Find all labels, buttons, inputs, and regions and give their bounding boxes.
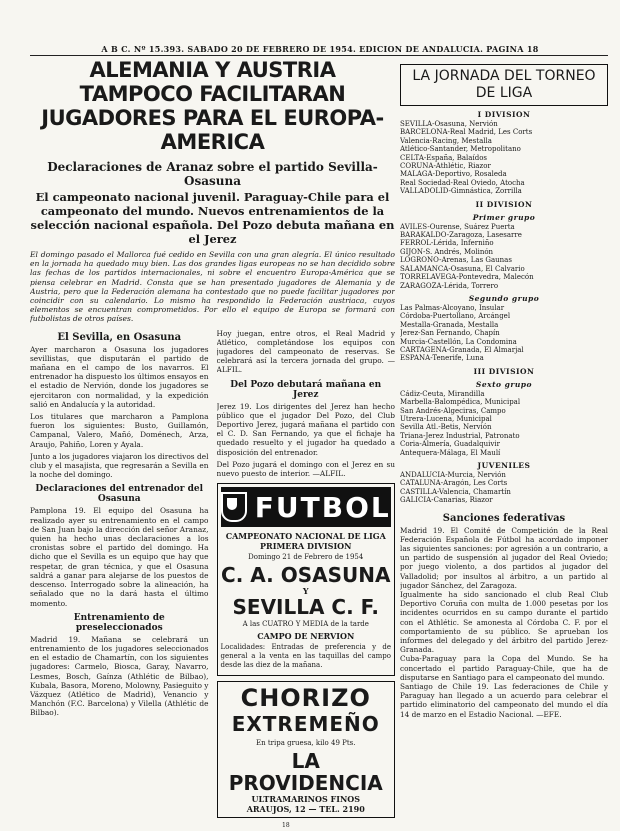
match-item: San Andrés-Algeciras, Campo	[400, 406, 506, 415]
juveniles-list	[400, 471, 608, 505]
match-item: Murcia-Castellón, La Condomina	[400, 337, 517, 346]
juveniles-title: JUVENILES	[477, 461, 531, 470]
left-column	[30, 329, 209, 824]
page-number: 18	[282, 822, 290, 829]
ad-note: Localidades: Entradas de preferencia y de general a la venta en las taquillas del campo desde las diez de la mañana.	[220, 643, 391, 670]
match-item: GALICIA-Canarias, Riazor	[400, 496, 493, 505]
match-item: LOGROÑO-Arenas, Las Gaunas	[400, 256, 512, 265]
match-item: ZARAGOZA-Lérida, Torrero	[400, 281, 499, 290]
article-columns	[30, 329, 395, 824]
section-title-del-pozo: Del Pozo debutará mañana en Jerez	[230, 379, 382, 400]
division-2-group-1-list	[400, 223, 608, 290]
paragraph: Los titulares que marcharon a Pamplona fueron los siguientes: Busto, Guillamón, Campanal, Valero, Mañó, Doménech, Arza, Araujo, Pahiño, Loren y Ayala.	[30, 412, 209, 449]
ad-versus: Y	[302, 586, 309, 597]
paragraph: Madrid 19. El Comité de Competición de la Real Federación Española de Fútbol ha acordado imponer las siguientes sanciones: por agresión a un contrario, a un partido de suspensión al jugador del Real Oviedo; por juego violento, a dos partidos al jugador del Valladolid; por insultos al árbitro, a un partido al jugador Sánchez, del Zaragoza.	[400, 525, 608, 590]
paragraph: Hoy juegan, entre otros, el Real Madrid y Atlético, completándose los equipos con jugadores del campeonato de reservas. Se celebrará así la tercera jornada del grupo. —ALFIL.	[216, 328, 395, 375]
chorizo-title: CHORIZO	[240, 684, 371, 713]
match-item: VALLADOLID-Gimnástica, Zorrilla	[400, 187, 522, 196]
jornada-title: LA JORNADA DEL TORNEO DE LIGA	[400, 64, 608, 106]
match-item: Utrera-Lucena, Municipal	[400, 414, 492, 423]
match-item: Córdoba-Puertollano, Arcángel	[400, 312, 511, 321]
division-2-title: II DIVISION	[475, 199, 533, 209]
chorizo-subtitle: EXTREMEÑO	[231, 712, 380, 737]
match-item: Las Palmas-Alcoyano, Insular	[400, 303, 505, 312]
headline: ALEMANIA Y AUSTRIA TAMPOCO FACILITARAN JUGADORES PARA EL EUROPA-AMERICA	[41, 58, 384, 154]
middle-column	[217, 329, 396, 824]
division-3-group: Sexto grupo	[475, 379, 533, 389]
match-item: CELTA-España, Balaídos	[400, 153, 487, 162]
futbol-logo-text: FUTBOL	[254, 490, 391, 524]
main-article-area	[30, 58, 395, 828]
division-2-group-1: Primer grupo	[472, 212, 536, 222]
subheadline-aranaz: Declaraciones de Aranaz sobre el partido Sevilla-Osasuna	[47, 160, 378, 188]
futbol-advertisement	[217, 483, 396, 676]
match-item: BARCELONA-Real Madrid, Les Corts	[400, 128, 533, 137]
paragraph: Madrid 19. Mañana se celebrará un entrenamiento de los jugadores seleccionados en el estadio de Chamartín, con los siguientes jugadores: Carmelo, Biosca, Garay, Navarro, Lesmes, Bosch, Gaínza (Athlétic de Bilbao), Kubala, Basora, Moreno, Molowny, Pasieguito y Vázquez (Atlético de Madrid), Venancio y Manchón (F.C. Barcelona) y Vilella (Athlétic de Bilbao).	[30, 634, 209, 718]
match-item: Valencia-Racing, Mestalla	[400, 136, 492, 145]
match-item: Sevilla Atl.-Betis, Nervión	[400, 423, 492, 432]
ad-venue: CAMPO DE NERVION	[257, 631, 355, 642]
chorizo-advertisement	[217, 681, 396, 818]
match-item: CARTAGENA-Granada, El Almarjal	[400, 345, 524, 354]
match-item: Atlético-Santander, Metropolitano	[400, 145, 521, 154]
futbol-logo-bar	[221, 487, 392, 527]
ad-team-away: SEVILLA C. F.	[232, 595, 379, 620]
division-1-list	[400, 120, 608, 196]
section-title-osasuna: Declaraciones del entrenador del Osasuna	[35, 484, 204, 505]
subheadline-summary: El campeonato nacional juvenil. Paraguay-Chile para el campeonato del mundo. Nuevos entrenamientos de la selección nacional española. Del Pozo debuta mañana en el Jerez	[30, 190, 395, 246]
ad-date: Domingo 21 de Febrero de 1954	[248, 553, 364, 562]
chorizo-price: En tripa gruesa, kilo 49 Pts.	[256, 739, 356, 748]
match-item: Mestalla-Granada, Mestalla	[400, 320, 499, 329]
match-item: SEVILLA-Osasuna, Nervión	[400, 120, 498, 128]
division-1-title: I DIVISION	[477, 110, 531, 119]
page-header: A B C. Nº 15.393. SABADO 20 DE FEBRERO DE 1954. EDICION DE ANDALUCIA. PAGINA 18	[101, 44, 539, 54]
club-crest-icon	[221, 492, 247, 522]
match-item: Triana-Jerez Industrial, Patronato	[400, 431, 520, 440]
division-2-group-2: Segundo grupo	[468, 293, 540, 303]
ad-time: A las CUATRO Y MEDIA de la tarde	[242, 620, 369, 629]
match-item: CORUÑA-Athlétic, Riazor	[400, 162, 491, 171]
match-item: Marbella-Balompédica, Municipal	[400, 398, 521, 407]
paragraph: Cuba-Paraguay para la Copa del Mundo. Se ha concertado el partido Paraguay-Chile, que ha de disputarse en Santiago para el campeonato del mundo.	[400, 654, 608, 682]
match-item: GIJON-S. Andrés, Molinón	[400, 247, 494, 256]
division-3-title: III DIVISION	[473, 366, 535, 376]
paragraph: Del Pozo jugará el domingo con el Jerez en su nuevo puesto de interior. —ALFIL.	[216, 459, 395, 479]
match-item: AVILES-Ourense, Suárez Puerta	[400, 222, 515, 231]
match-item: Jerez-San Fernando, Chapín	[400, 329, 500, 338]
match-item: ANDALUCIA-Murcia, Nervión	[400, 471, 506, 479]
shop-address: ARAUJOS, 12 — TEL. 2190	[246, 804, 365, 815]
section-title-sevilla: El Sevilla, en Osasuna	[57, 331, 182, 343]
shop-name: LA PROVIDENCIA	[228, 749, 383, 796]
match-item: CASTILLA-Valencia, Chamartín	[400, 487, 511, 496]
ad-league: CAMPEONATO NACIONAL DE LIGA	[225, 531, 386, 542]
match-item: Antequera-Málaga, El Maulí	[400, 448, 501, 457]
match-item: Real Sociedad-Real Oviedo, Atocha	[400, 178, 525, 187]
header-rule	[30, 55, 608, 56]
division-3-list	[400, 390, 608, 457]
match-item: BARAKALDO-Zaragoza, Lasesarre	[400, 231, 522, 240]
match-item: MALAGA-Deportivo, Rosaleda	[400, 170, 507, 179]
match-item: Cádiz-Ceuta, Mirandilla	[400, 389, 485, 398]
match-item: Coria-Almería, Guadalquivir	[400, 440, 500, 449]
right-column	[400, 64, 608, 824]
match-item: SALAMANCA-Osasuna, El Calvario	[400, 264, 525, 273]
section-title-preseleccionados: Entrenamiento de preseleccionados	[73, 612, 165, 633]
match-item: TORRELAVEGA-Pontevedra, Malecón	[400, 273, 534, 282]
match-item: FERROL-Lérida, Inferniño	[400, 239, 494, 248]
paragraph: Ayer marcharon a Osasuna los jugadores sevillistas, que disputarán el partido de mañana en el campo de los navarros. El entrenador ha dispuesto los últimos ensayos en el estadio de Nervión, donde los jugadores se ejercitaron con normalidad, y la expedición salió en Andalucía y la autoridad.	[30, 344, 209, 409]
match-item: CATALUÑA-Aragón, Les Corts	[400, 479, 508, 488]
ad-team-home: C. A. OSASUNA	[221, 563, 391, 588]
sanciones-title: Sanciones federativas	[442, 512, 566, 524]
paragraph: Jerez 19. Los dirigentes del Jerez han hecho público que el jugador Del Pozo, del Club Deportivo Jerez, jugará mañana el partido con el C. D. San Fernando, ya que el fichaje ha quedado resuelto y el jugador ha quedado a disposición del entrenador.	[216, 401, 395, 457]
match-item: ESPAÑA-Tenerife, Luna	[400, 354, 484, 363]
paragraph: Santiago de Chile 19. Las federaciones de Chile y Paraguay han llegado a un acuerdo para celebrar el partido eliminatorio del campeonato del mundo el día 14 de marzo en el Estadio Nacional. —EFE.	[400, 682, 608, 719]
division-2-group-2-list	[400, 304, 608, 363]
lead-paragraph: El domingo pasado el Mallorca fué cedido en Sevilla con una gran alegría. El único resultado en la jornada ha quedado muy bien. Las dos grandes ligas europeas no se han decidido sobre las fechas de los partidos internacionales, ni sobre el encuentro Europa-América que se piensa celebrar en Madrid. Consta que se han presentado jugadores de Alemania y de Austria, pero que la Federación alemana ha contestado que no puede facilitar jugadores por coincidir con su calendario. Lo mismo ha respondido la Federación austriaca, cuyos elementos se encuentran comprometidos. Por ello el equipo de Europa se formará con futbolistas de otros países.	[30, 250, 395, 324]
paragraph: Igualmente ha sido sancionado el club Real Club Deportivo Coruña con multa de 1.000 pesetas por los incidentes ocurridos en su campo durante el partido con el Athlétic. Se amonesta al Córdoba C. F. por el comportamiento de su público. Se aprueban los informes del delegado y del árbitro del partido Jerez-Granada.	[400, 590, 608, 655]
shop-type: ULTRAMARINOS FINOS	[251, 794, 361, 805]
ad-division: PRIMERA DIVISION	[260, 541, 352, 552]
paragraph: Pamplona 19. El equipo del Osasuna ha realizado ayer su entrenamiento en el campo de San Juan bajo la dirección del señor Aranaz, quien ha hecho unas declaraciones a los cronistas sobre el partido del domingo. Ha dicho que el Sevilla es un equipo que hay que respetar, de gran técnica, y que el Osasuna saldrá a ganar para alejarse de los puestos de descenso. Interrogado sobre la alineación, ha señalado que no la dará hasta el último momento.	[30, 506, 209, 608]
paragraph: Junto a los jugadores viajaron los directivos del club y el masajista, que regresarán a Sevilla en la noche del domingo.	[30, 451, 209, 480]
